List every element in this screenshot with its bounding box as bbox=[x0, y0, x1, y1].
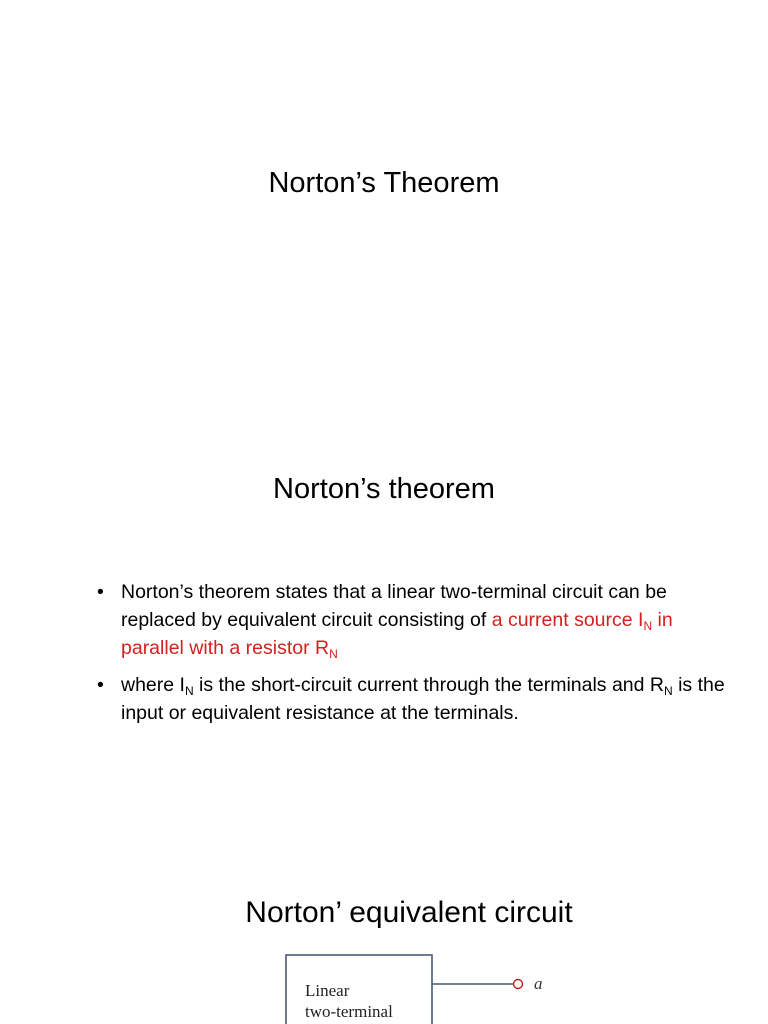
bullet-dot-icon: • bbox=[97, 581, 104, 603]
parallel-resistor-text: in parallel with a resistor R bbox=[121, 609, 673, 659]
box-label-line1: Linear bbox=[305, 981, 350, 1000]
circuit-diagram bbox=[280, 950, 580, 1024]
terminal-label: a bbox=[534, 974, 543, 993]
subscript-n: N bbox=[643, 619, 653, 633]
slide-title-nortons-theorem: Norton’s Theorem bbox=[268, 167, 500, 199]
bullet-list bbox=[97, 578, 737, 736]
subscript-n: N bbox=[329, 647, 338, 661]
bullet-item-terms bbox=[97, 671, 737, 727]
slide-title-nortons-theorem-definition: Norton’s theorem bbox=[273, 473, 495, 505]
bullet-text: is the short-circuit current through the terminals and R bbox=[193, 674, 664, 696]
slide-title-norton-equivalent-circuit: Norton’ equivalent circuit bbox=[245, 896, 573, 929]
bullet-text: is the input or equivalent resistance at the terminals. bbox=[121, 674, 725, 724]
subscript-n: N bbox=[184, 684, 194, 698]
bullet-text: where I bbox=[121, 674, 185, 696]
box-label-line2: two-terminal bbox=[305, 1002, 393, 1021]
current-source-text: a current source I bbox=[491, 609, 644, 631]
bullet-text: Norton’s theorem states that a linear two-terminal circuit can be replaced by equivalent circuit consisting of bbox=[121, 581, 667, 631]
bullet-dot-icon: • bbox=[97, 674, 104, 696]
terminal-node-icon bbox=[514, 980, 523, 989]
subscript-n: N bbox=[664, 684, 673, 698]
bullet-item-definition bbox=[97, 578, 737, 662]
